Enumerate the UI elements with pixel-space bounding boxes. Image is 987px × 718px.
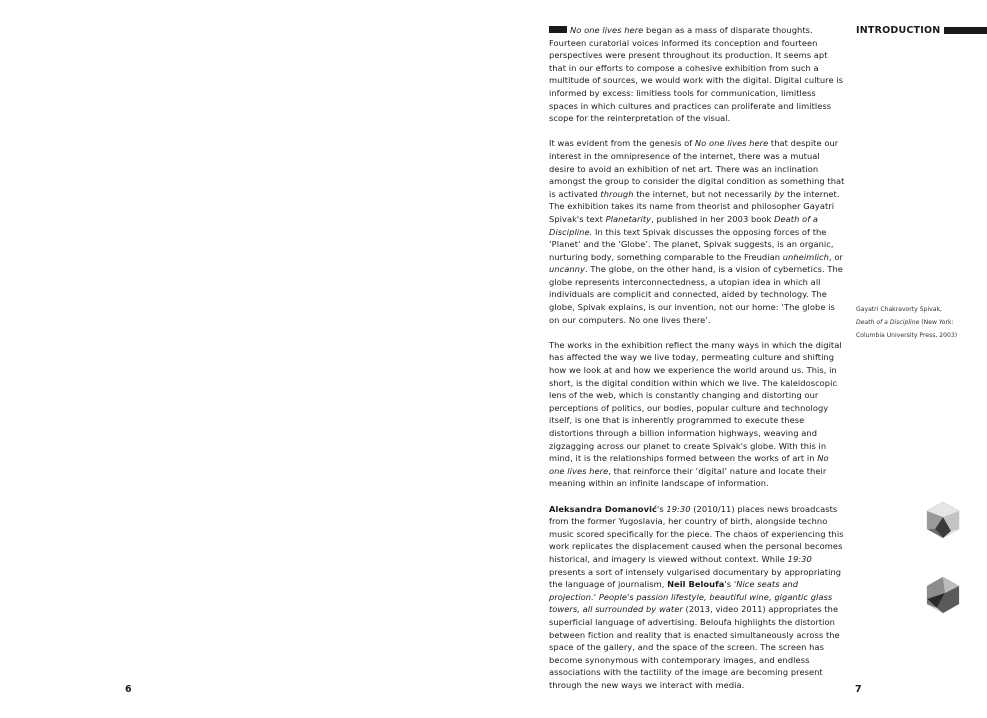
- text-run: began as a mass of disparate thoughts. Fourteen curatorial voices informed its conception and fourteen perspectives were present throughout its production. It seems apt that in our efforts to compose a cohesive exhibition from such a multitude of sources, we would work with the digital. Digital culture is informed by excess: limitless tools for communication, limitless spaces in which cultures and practices can proliferate and limitless scope for the reinterpretation of the visual.: [549, 25, 844, 124]
- italic-run: Planetarity: [605, 213, 652, 224]
- paragraph: [549, 137, 845, 326]
- italic-run: through: [600, 188, 634, 199]
- sidenote-book-title: Death of a Discipline: [856, 319, 920, 326]
- paragraph: [549, 339, 845, 490]
- section-header: [856, 24, 987, 36]
- text-run: (2013, video 2011) appropriates the superficial language of advertising. Beloufa highlights the distortion between fiction and reality that is enacted simultaneously across the space of the gallery, and the space of the screen. The screen has become synonymous with contemporary images, and endless associations with the tactility of the image are becoming present through the new ways we interact with media.: [549, 604, 840, 690]
- italic-run: unheimlich: [782, 251, 829, 262]
- italic-run: 19:30: [787, 553, 812, 564]
- paragraph-text: [549, 504, 844, 690]
- bold-run: Neil Beloufa: [667, 579, 725, 590]
- text-run: presents a sort of intensely vulgarised documentary by appropriating the language of journalism,: [549, 566, 842, 590]
- sidenote-author: Gayatri Chakravorty Spivak,: [856, 306, 942, 313]
- paragraph-text: [549, 340, 842, 489]
- text-run: , that reinforce their ‘digital’ nature and locate their meaning within an infinite landscape of information.: [549, 465, 827, 489]
- text-run: , or: [828, 251, 843, 262]
- text-run: In this text Spivak discusses the opposing forces of the ‘Planet’ and the ‘Globe’. The planet, Spivak suggests, is an organic, nurturing body, something comparable to the Freudian: [549, 226, 834, 262]
- hexagon-cube-icon: [925, 500, 961, 540]
- text-run: . The globe, on the other hand, is a vision of cybernetics. The globe represents interconnectedness, a utopian idea in which all individuals are complicit and connected, aided by technology. The globe, Spivak explains, is our invention, not our home: ‘The globe is on our computers. No one lives there’.: [549, 264, 843, 325]
- text-run: (2010/11) places news broadcasts from the former Yugoslavia, her country of birth, alongside techno music scored specifically for the piece. The chaos of experiencing this work replicates the displacement caused when the personal becomes historical, and imagery is viewed without context. While: [549, 503, 844, 564]
- italic-run: uncanny: [549, 264, 585, 275]
- text-run: the internet, but not necessarily: [633, 188, 775, 199]
- text-run: the internet. The exhibition takes its name from theorist and philosopher Gayatri Spivak's text: [549, 188, 840, 224]
- text-run: that despite our interest in the omnipresence of the internet, there was a mutual desire to avoid an exhibition of net art. There was an inclination amongst the group to consider the digital condition as something that is activated: [549, 138, 845, 199]
- sidenote-press: Columbia University Press, 2003): [856, 332, 958, 339]
- italic-run: No one lives here: [694, 138, 769, 149]
- text-run: 's: [724, 579, 734, 590]
- section-title: INTRODUCTION: [856, 24, 941, 36]
- sidenote-citation: [856, 303, 984, 342]
- text-run: 's: [656, 503, 667, 514]
- sidenote-publisher: (New York:: [919, 319, 954, 326]
- italic-run: 'Nice seats and projection.' People's passion lifestyle, beautiful wine, gigantic glass towers, all surrounded by water: [549, 579, 833, 615]
- body-text: [549, 24, 845, 704]
- sidenote-line: [856, 303, 984, 316]
- sidenote-line: [856, 316, 984, 329]
- text-run: The works in the exhibition reflect the many ways in which the digital has affected the way we live today, permeating culture and shifting how we look at and how we experience the world around us. This, in short, is the digital condition within which we live. The kaleidoscopic lens of the web, which is constantly changing and distorting our perceptions of politics, our bodies, popular culture and technology itself, is one that is inherently programmed to execute these distortions through a billion information highways, weaving and zigzagging across our planet to create Spivak's globe. With this in mind, it is the relationships formed between the works of art in: [549, 339, 842, 464]
- italic-run: No one lives here: [549, 453, 829, 476]
- italic-run: Death of a Discipline.: [549, 213, 819, 237]
- paragraph: [549, 503, 845, 692]
- text-run: It was evident from the genesis of: [549, 138, 695, 149]
- bold-run: Aleksandra Domanović: [549, 503, 657, 514]
- italic-run: by: [774, 188, 785, 199]
- page-number-right: 7: [855, 684, 862, 695]
- sidenote-line: [856, 329, 984, 342]
- lead-bar: [549, 26, 567, 33]
- paragraph: [549, 24, 845, 125]
- text-run: , published in her 2003 book: [651, 213, 775, 224]
- hexagon-cube-icon: [925, 575, 961, 615]
- italic-run: 19:30: [666, 503, 691, 514]
- paragraph-text: [549, 138, 844, 324]
- section-rule-bar: [944, 27, 987, 34]
- paragraph-text: [549, 25, 843, 123]
- page-number-left: 6: [125, 684, 132, 695]
- italic-run: No one lives here: [570, 25, 644, 35]
